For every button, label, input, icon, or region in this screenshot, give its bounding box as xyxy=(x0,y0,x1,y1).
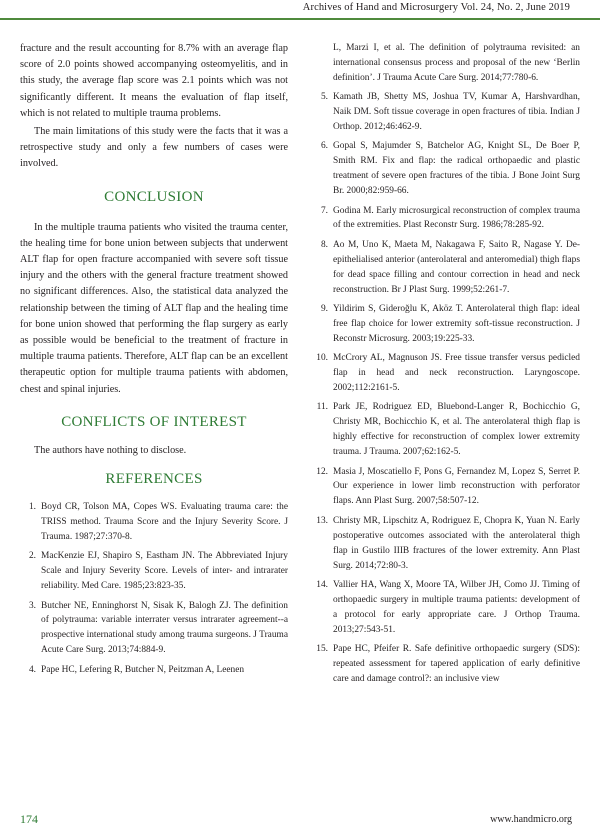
reference-number: 12. xyxy=(316,466,328,477)
reference-number: 14. xyxy=(316,579,328,590)
reference-item xyxy=(312,351,580,396)
journal-url: www.handmicro.org xyxy=(490,814,572,825)
reference-text: MacKenzie EJ, Shapiro S, Eastham JN. The Abbreviated Injury Scale and Injury Severity Score. Levels of inter- and intrarater reliability. Med Care. 1985;23:823-35. xyxy=(41,551,288,592)
reference-text: Masia J, Moscatiello F, Pons G, Fernandez M, Lopez S, Serret P. Our experience in lower limb reconstruction with perforator flaps. Ann Plast Surg. 2007;58:507-12. xyxy=(333,466,580,507)
reference-number: 8. xyxy=(320,239,328,250)
reference-item xyxy=(312,204,580,234)
running-header xyxy=(0,0,600,20)
reference-item xyxy=(20,549,288,594)
reference-number: 9. xyxy=(320,304,328,314)
reference-text: Boyd CR, Tolson MA, Copes WS. Evaluating trauma care: the TRISS method. Trauma Score and the Injury Severity Score. J Trauma. 1987;27:370-8. xyxy=(41,502,288,542)
page-number: 174 xyxy=(20,812,38,826)
reference-text: Yildirim S, Gideroğlu K, Aköz T. Anterolateral thigh flap: ideal free flap choice for lower extremity soft-tissue reconstruction. J Reconstr Microsurg. 2003;19:225-33. xyxy=(333,304,580,344)
reference-text: Godina M. Early microsurgical reconstruction of complex trauma of the extremities. Plast Reconstr Surg. 1986;78:285-92. xyxy=(333,205,580,231)
conclusion-heading: CONCLUSION xyxy=(104,188,204,205)
reference-number: 15. xyxy=(316,644,328,655)
reference-item xyxy=(312,578,580,638)
reference-item xyxy=(312,465,580,510)
reference-list-right xyxy=(312,90,580,687)
reference-text: Vallier HA, Wang X, Moore TA, Wilber JH, Como JJ. Timing of orthopaedic surgery in multiple trauma patients: development of a protocol for early appropriate care. J Orthop Trauma. 2013;27:543-51. xyxy=(333,579,580,635)
references-heading: REFERENCES xyxy=(105,471,203,488)
reference-number: 7. xyxy=(320,205,328,216)
reference-text: Kamath JB, Shetty MS, Joshua TV, Kumar A, Harshvardhan, Naik DM. Soft tissue coverage in open fractures of tibia. Indian J Orthop. 2012;46:462-9. xyxy=(333,92,580,133)
reference-text: Christy MR, Lipschitz A, Rodriguez E, Chopra K, Yuan N. Early postoperative outcomes associated with the anterolateral thigh flap in Gustilo IIIB fractures of the lower extremity. Ann Plast Surg. 2014;72:80-3. xyxy=(333,515,580,571)
reference-text: Park JE, Rodriguez ED, Bluebond-Langer R, Bochicchio G, Christy MR, Bochicchio K, et al. The anterolateral thigh flap is highly effective for reconstruction of complex lower extremity trauma. J Trauma. 2007;62:162-5. xyxy=(333,402,580,458)
reference-number: 10. xyxy=(316,353,328,364)
reference-item xyxy=(20,599,288,659)
reference-text: Pape HC, Lefering R, Butcher N, Peitzman A, Leenen xyxy=(41,664,245,675)
reference-item xyxy=(20,663,288,678)
header-rule xyxy=(0,18,600,20)
reference-item xyxy=(312,400,580,460)
reference-item xyxy=(312,139,580,199)
left-column xyxy=(20,41,288,682)
reference-number: 6. xyxy=(320,141,328,152)
reference-number: 2. xyxy=(28,551,36,562)
reference-number: 3. xyxy=(28,600,36,611)
right-column xyxy=(312,41,580,691)
limitations-paragraph: The main limitations of this study were the facts that it was a retrospective study and only a few numbers of cases were involved. xyxy=(20,126,288,170)
reference-item xyxy=(312,302,580,347)
journal-title: Archives of Hand and Microsurgery Vol. 24, No. 2, June 2019 xyxy=(302,2,570,13)
reference-number: 5. xyxy=(320,92,328,103)
conflicts-paragraph: The authors have nothing to disclose. xyxy=(34,444,187,456)
reference-item xyxy=(312,642,580,687)
conclusion-paragraph: In the multiple trauma patients who visited the trauma center, the healing time for bone union between subjects that underwent ALT flap for open fracture accompanied with severe soft tissue injury and the others with the general fracture treatment showed no significant differences. Also, the statistical data analyzed the relationship between the timing of ALT flap and the healing time for bone union showed that performing the flap surgery as early as possible would be beneficial to the treatment of fracture in multiple trauma patients. Therefore, ALT flap can be an excellent therapeutic option for multiple trauma patients with abdomen, chest and spinal injuries. xyxy=(20,221,288,395)
conflicts-heading: CONFLICTS OF INTEREST xyxy=(61,413,247,430)
reference-text: McCrory AL, Magnuson JS. Free tissue transfer versus pedicled flap in head and neck reconstruction. Laryngoscope. 2002;112:2161-5. xyxy=(333,353,580,394)
reference-number: 4. xyxy=(28,664,36,675)
reference-list-left xyxy=(20,500,288,677)
reference-text: L, Marzi I, et al. The definition of polytrauma revisited: an international consensus process and proposal of the new ‘Berlin definition’. J Trauma Acute Care Surg. 2014;77:780-6. xyxy=(333,43,580,83)
reference-item xyxy=(312,514,580,574)
reference-continuation xyxy=(312,41,580,86)
reference-text: Pape HC, Pfeifer R. Safe definitive orthopaedic surgery (SDS): repeated assessment for tapered application of early definitive care and damage control?: an inclusive view xyxy=(333,644,580,684)
reference-text: Ao M, Uno K, Maeta M, Nakagawa F, Saito R, Nagase Y. De-epithelialised anterior (anterolateral and anteromedial) thigh flaps for dead space filling and contour correction in head and neck reconstruction. Br J Plast Surg. 1999;52:261-7. xyxy=(333,239,580,295)
reference-number: 13. xyxy=(316,515,328,526)
reference-text: Gopal S, Majumder S, Batchelor AG, Knight SL, De Boer P, Smith RM. Fix and flap: the radical orthopaedic and plastic treatment of severe open fractures of the tibia. J Bone Joint Surg Br. 2000;82:959-66. xyxy=(333,141,580,197)
reference-item xyxy=(312,238,580,298)
discussion-paragraph: fracture and the result accounting for 8.7% with an average flap score of 2.0 points showed accompanying osteomyelitis, and in this study, the average flap score was 2.1 points which was not significantly different. It means the evaluation of flap itself, which is not related to multiple trauma problems. xyxy=(20,43,288,119)
reference-number: 1. xyxy=(28,502,36,513)
reference-item xyxy=(20,500,288,545)
reference-number: 11. xyxy=(316,402,328,413)
reference-text: Butcher NE, Enninghorst N, Sisak K, Balogh ZJ. The definition of polytrauma: variable interrater versus intrarater agreement--a prospective international study among trauma surgeons. J Trauma Acute Care Surg. 2013;74:884-9. xyxy=(41,600,288,656)
reference-item xyxy=(312,90,580,135)
